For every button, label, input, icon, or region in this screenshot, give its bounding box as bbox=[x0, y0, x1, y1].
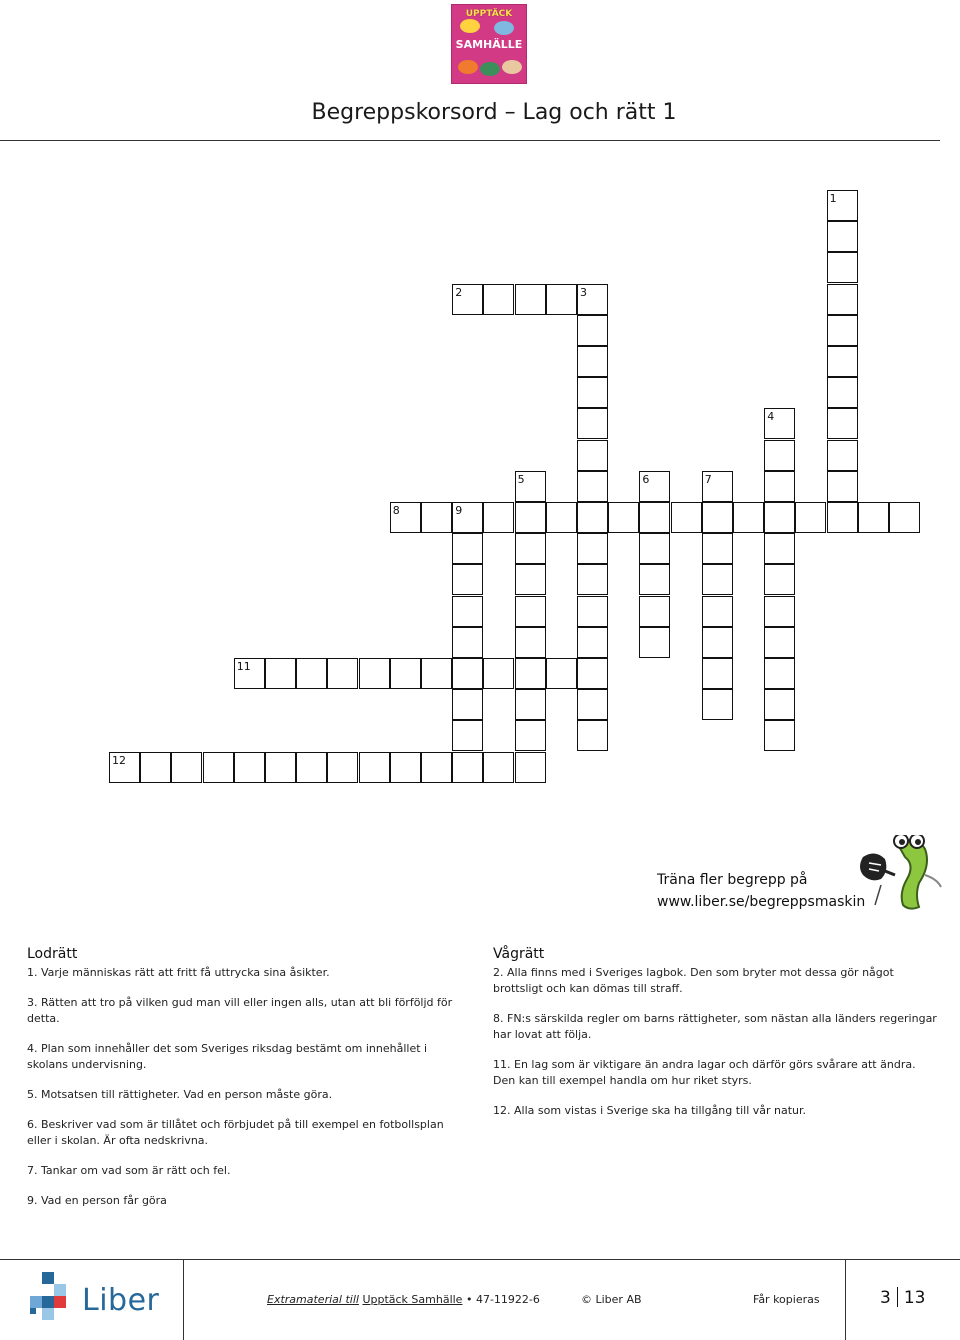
crossword-cell[interactable] bbox=[452, 596, 483, 627]
page-title: Begreppskorsord – Lag och rätt 1 bbox=[311, 100, 677, 125]
crossword-cell[interactable] bbox=[390, 752, 421, 783]
crossword-cell[interactable] bbox=[515, 720, 546, 751]
crossword-cell[interactable] bbox=[702, 658, 733, 689]
crossword-cell[interactable] bbox=[764, 627, 795, 658]
cover-book-name: SAMHÄLLE bbox=[455, 38, 523, 51]
clue-across-item: 11. En lag som är viktigare än andra lagar och därför görs svårare att ändra. Den kan till exempel handla om hur riket styrs. bbox=[493, 1058, 916, 1087]
promo-link[interactable]: www.liber.se/begreppsmaskin bbox=[657, 894, 866, 910]
crossword-cell[interactable] bbox=[421, 502, 452, 533]
crossword-cell[interactable] bbox=[639, 564, 670, 595]
crossword-cell[interactable] bbox=[764, 596, 795, 627]
crossword-cell[interactable] bbox=[764, 471, 795, 502]
crossword-cell[interactable] bbox=[577, 720, 608, 751]
crossword-cell[interactable] bbox=[827, 346, 858, 377]
crossword-cell[interactable] bbox=[639, 596, 670, 627]
crossword-cell[interactable] bbox=[452, 564, 483, 595]
crossword-cell[interactable] bbox=[515, 752, 546, 783]
crossword-clue-number: 2 bbox=[455, 285, 463, 299]
clue-down-item: 6. Beskriver vad som är tillåtet och förbjudet på till exempel en fotbollsplan eller i skolan. Är ofta nedskrivna. bbox=[27, 1118, 444, 1147]
crossword-cell[interactable] bbox=[452, 658, 483, 689]
crossword-cell[interactable] bbox=[265, 658, 296, 689]
crossword-cell[interactable] bbox=[764, 564, 795, 595]
clue-down-item: 3. Rätten att tro på vilken gud man vill eller ingen alls, utan att bli förföljd för detta. bbox=[27, 996, 453, 1025]
crossword-cell[interactable] bbox=[390, 502, 421, 533]
crossword-cell[interactable] bbox=[483, 752, 514, 783]
crossword-cell[interactable] bbox=[359, 658, 390, 689]
crossword-cell[interactable] bbox=[577, 408, 608, 439]
footer-copy-note: Får kopieras bbox=[753, 1293, 820, 1306]
crossword-cell[interactable] bbox=[171, 752, 202, 783]
crossword-clue-number: 1 bbox=[829, 192, 837, 205]
crossword-cell[interactable] bbox=[639, 502, 670, 533]
footer-extramaterial: Extramaterial till bbox=[267, 1293, 359, 1306]
crossword-clue-number: 4 bbox=[767, 410, 775, 424]
crossword-cell[interactable] bbox=[390, 658, 421, 689]
crossword-clue-number: 6 bbox=[642, 472, 650, 486]
crossword-cell[interactable] bbox=[234, 752, 265, 783]
crossword-cell[interactable] bbox=[702, 533, 733, 564]
crossword-clue-number: 5 bbox=[517, 472, 525, 486]
promo-line: Träna fler begrepp på bbox=[657, 872, 808, 888]
crossword-cell[interactable] bbox=[515, 533, 546, 564]
crossword-cell[interactable] bbox=[827, 377, 858, 408]
crossword-cell[interactable] bbox=[515, 658, 546, 689]
footer-isbn: 47-11922-6 bbox=[475, 1293, 540, 1306]
crossword-cell[interactable] bbox=[421, 658, 452, 689]
crossword-cell[interactable] bbox=[577, 284, 608, 315]
clue-down-item: 9. Vad en person får göra bbox=[27, 1194, 167, 1207]
crossword-cell[interactable] bbox=[452, 689, 483, 720]
crossword-cell[interactable] bbox=[827, 284, 858, 315]
crossword-cell[interactable] bbox=[764, 502, 795, 533]
clue-down-item: 1. Varje människas rätt att fritt få uttrycka sina åsikter. bbox=[27, 966, 330, 979]
crossword-cell[interactable] bbox=[109, 752, 140, 783]
crossword-cell[interactable] bbox=[827, 315, 858, 346]
crossword-cell[interactable] bbox=[327, 752, 358, 783]
cover-brand: UPPTÄCK bbox=[465, 9, 513, 19]
crossword-cell[interactable] bbox=[327, 658, 358, 689]
crossword-cell[interactable] bbox=[702, 502, 733, 533]
crossword-cell[interactable] bbox=[140, 752, 171, 783]
crossword-cell[interactable] bbox=[608, 502, 639, 533]
crossword-cell[interactable] bbox=[515, 284, 546, 315]
crossword-cell[interactable] bbox=[827, 502, 858, 533]
crossword-cell[interactable] bbox=[234, 658, 265, 689]
crossword-cell[interactable] bbox=[577, 658, 608, 689]
crossword-cell[interactable] bbox=[515, 689, 546, 720]
crossword-cell[interactable] bbox=[702, 471, 733, 502]
crossword-cell[interactable] bbox=[764, 440, 795, 471]
crossword-cell[interactable] bbox=[702, 564, 733, 595]
crossword-cell[interactable] bbox=[359, 752, 390, 783]
crossword-cell[interactable] bbox=[546, 502, 577, 533]
crossword-cell[interactable] bbox=[702, 627, 733, 658]
page-number-separator bbox=[897, 1287, 898, 1307]
crossword-cell[interactable] bbox=[764, 408, 795, 439]
crossword-cell[interactable] bbox=[577, 502, 608, 533]
crossword-cell[interactable] bbox=[858, 502, 889, 533]
crossword-clue-number: 12 bbox=[112, 753, 126, 767]
page-number-right: 13 bbox=[903, 1288, 926, 1308]
crossword-cell[interactable] bbox=[639, 471, 670, 502]
clue-down-item: 4. Plan som innehåller det som Sveriges riksdag bestämt om innehållet i skolans undervisning. bbox=[27, 1042, 428, 1071]
crossword-cell[interactable] bbox=[671, 502, 702, 533]
crossword-cell[interactable] bbox=[577, 315, 608, 346]
crossword-clue-number: 9 bbox=[455, 504, 463, 517]
clue-across-item: 8. FN:s särskilda regler om barns rättigheter, som nästan alla länders regeringar har lovat att följa. bbox=[493, 1012, 937, 1041]
crossword-clue-number: 8 bbox=[392, 504, 400, 517]
crossword-cell[interactable] bbox=[483, 658, 514, 689]
clues-across-title: Vågrätt bbox=[493, 946, 545, 962]
crossword-cell[interactable] bbox=[452, 284, 483, 315]
crossword-cell[interactable] bbox=[795, 502, 826, 533]
clues-down bbox=[27, 945, 467, 1223]
crossword-cell[interactable] bbox=[203, 752, 234, 783]
crossword-cell[interactable] bbox=[483, 502, 514, 533]
clues-down-title: Lodrätt bbox=[27, 946, 78, 962]
crossword-cell[interactable] bbox=[577, 596, 608, 627]
crossword-cell[interactable] bbox=[889, 502, 920, 533]
crossword-clue-number: 3 bbox=[580, 285, 587, 299]
crossword-cell[interactable] bbox=[827, 471, 858, 502]
crossword-cell[interactable] bbox=[577, 377, 608, 408]
crossword-cell[interactable] bbox=[827, 408, 858, 439]
crossword-cell[interactable] bbox=[764, 689, 795, 720]
footer-copyright: © Liber AB bbox=[581, 1293, 642, 1306]
crossword-cell[interactable] bbox=[577, 533, 608, 564]
crossword-clue-number: 11 bbox=[236, 660, 251, 673]
clues-across bbox=[493, 945, 938, 1133]
clue-across-item: 12. Alla som vistas i Sverige ska ha tillgång till vår natur. bbox=[493, 1104, 807, 1117]
clue-down-item: 7. Tankar om vad som är rätt och fel. bbox=[27, 1164, 231, 1177]
crossword-cell[interactable] bbox=[764, 720, 795, 751]
page-number bbox=[880, 1287, 925, 1308]
footer-divider bbox=[183, 1259, 184, 1340]
footer-divider bbox=[845, 1259, 846, 1340]
mascot-icon bbox=[845, 835, 945, 915]
crossword-cell[interactable] bbox=[827, 190, 858, 221]
crossword-cell[interactable] bbox=[733, 502, 764, 533]
crossword-cell[interactable] bbox=[452, 627, 483, 658]
footer-book-title: Upptäck Samhälle bbox=[362, 1293, 463, 1306]
crossword-cell[interactable] bbox=[452, 533, 483, 564]
crossword-cell[interactable] bbox=[827, 252, 858, 283]
crossword-cell[interactable] bbox=[546, 658, 577, 689]
crossword-cell[interactable] bbox=[639, 627, 670, 658]
crossword-cell[interactable] bbox=[639, 533, 670, 564]
crossword-cell[interactable] bbox=[827, 440, 858, 471]
crossword-cell[interactable] bbox=[827, 221, 858, 252]
crossword-cell[interactable] bbox=[265, 752, 296, 783]
clue-down-item: 5. Motsatsen till rättigheter. Vad en person måste göra. bbox=[27, 1088, 333, 1101]
footer-book-info bbox=[267, 1293, 540, 1306]
crossword-cell[interactable] bbox=[515, 627, 546, 658]
crossword-cell[interactable] bbox=[764, 533, 795, 564]
crossword-cell[interactable] bbox=[483, 284, 514, 315]
crossword-cell[interactable] bbox=[702, 689, 733, 720]
crossword-cell[interactable] bbox=[546, 284, 577, 315]
footer-divider bbox=[0, 1259, 960, 1260]
clue-across-item: 2. Alla finns med i Sveriges lagbok. Den som bryter mot dessa gör något brottsligt och kan dömas till straff. bbox=[493, 966, 894, 995]
crossword-cell[interactable] bbox=[577, 471, 608, 502]
crossword-cell[interactable] bbox=[452, 752, 483, 783]
crossword-cell[interactable] bbox=[515, 564, 546, 595]
crossword-cell[interactable] bbox=[515, 471, 546, 502]
crossword-cell[interactable] bbox=[577, 689, 608, 720]
crossword-clue-number: 7 bbox=[704, 472, 712, 486]
crossword-cell[interactable] bbox=[577, 564, 608, 595]
page-number-left: 3 bbox=[880, 1288, 891, 1308]
crossword-cell[interactable] bbox=[577, 440, 608, 471]
crossword-cell[interactable] bbox=[515, 502, 546, 533]
crossword-cell[interactable] bbox=[296, 752, 327, 783]
crossword-cell[interactable] bbox=[702, 596, 733, 627]
crossword-cell[interactable] bbox=[515, 596, 546, 627]
crossword-cell[interactable] bbox=[452, 502, 483, 533]
liber-logo-icon bbox=[30, 1272, 78, 1328]
footer-bullet: • bbox=[465, 1293, 473, 1306]
promo-text bbox=[657, 869, 865, 913]
crossword-cell[interactable] bbox=[452, 720, 483, 751]
crossword-cell[interactable] bbox=[577, 346, 608, 377]
crossword-cell[interactable] bbox=[764, 658, 795, 689]
liber-logo-text: Liber bbox=[82, 1283, 160, 1318]
crossword-cell[interactable] bbox=[577, 627, 608, 658]
crossword-cell[interactable] bbox=[296, 658, 327, 689]
crossword-cell[interactable] bbox=[421, 752, 452, 783]
